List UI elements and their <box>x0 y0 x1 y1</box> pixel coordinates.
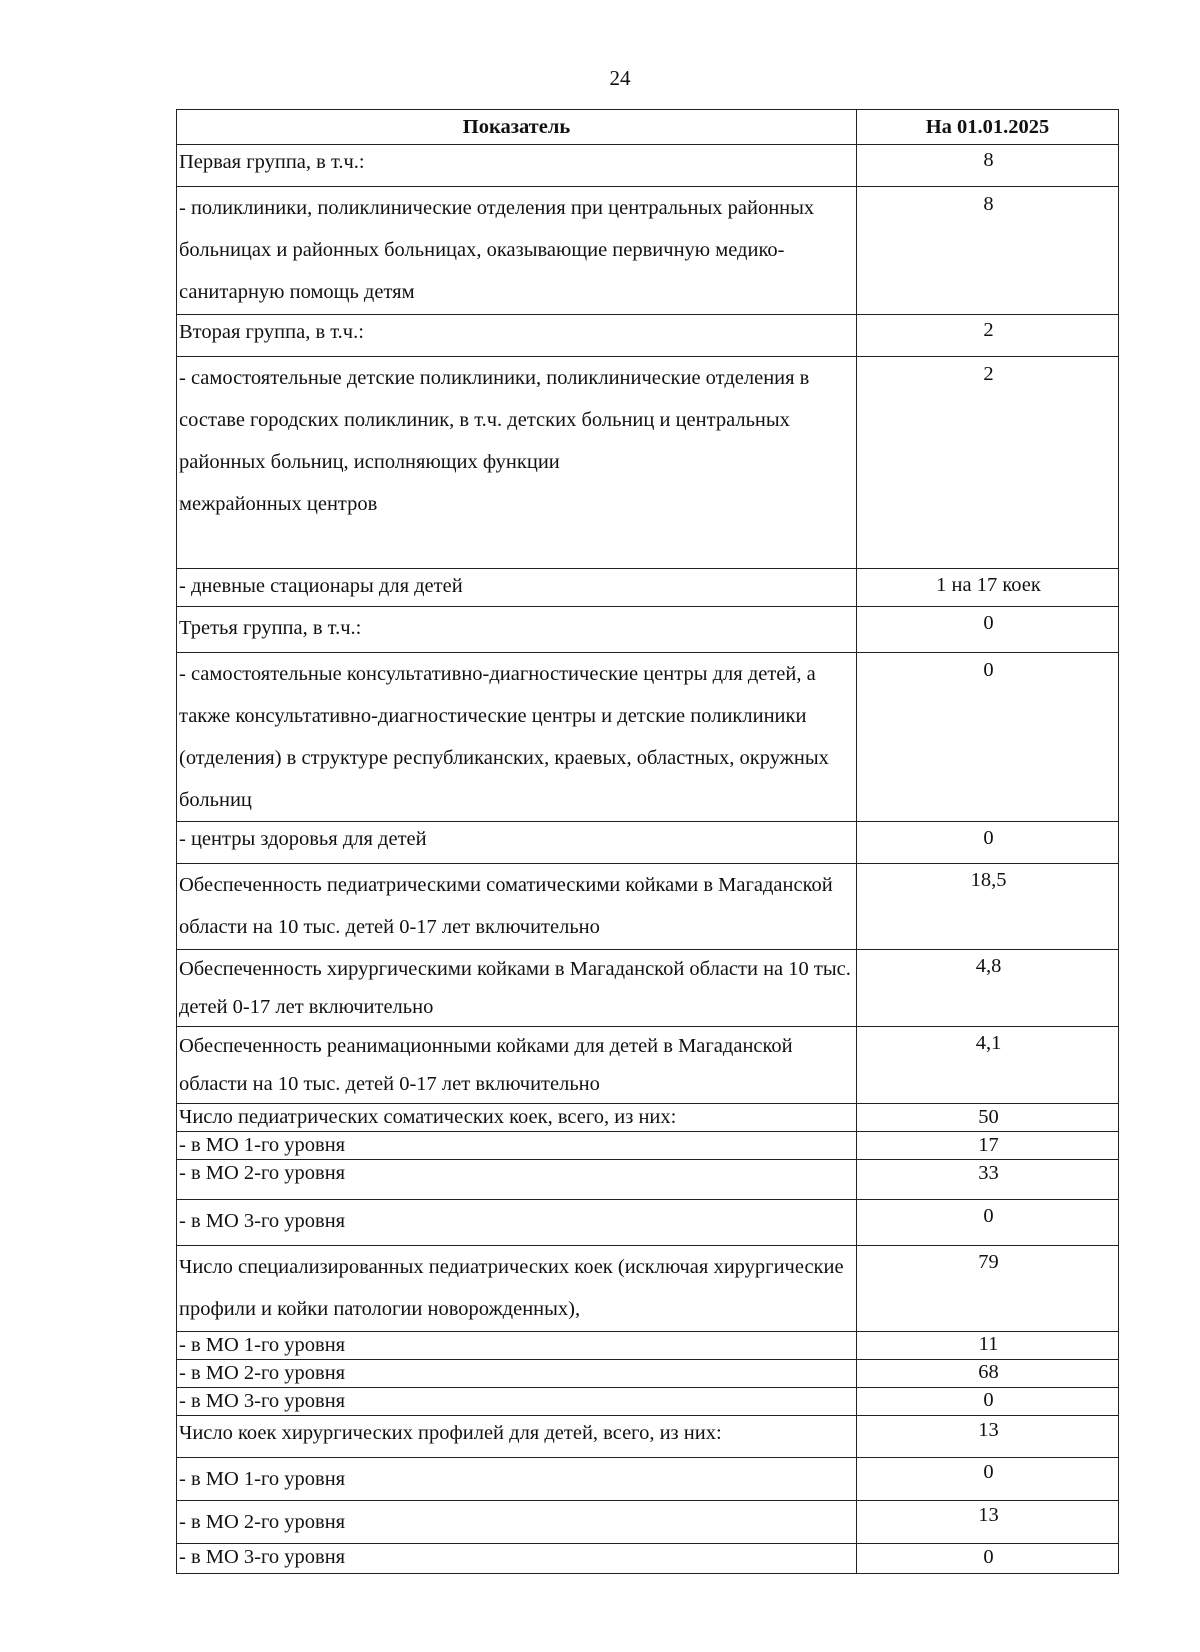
value-text: 0 <box>983 1461 994 1483</box>
value-text: 4,1 <box>975 1032 1002 1054</box>
value-text: 79 <box>978 1251 999 1273</box>
table-row <box>177 1501 1119 1544</box>
row-label: Обеспеченность педиатрическими соматическими койками в Магаданской области на 10 тыс. детей 0-17 лет включительно <box>177 864 857 950</box>
table-row <box>177 1416 1119 1458</box>
value-text: 0 <box>983 612 994 634</box>
row-label: - в МО 3-го уровня <box>177 1200 857 1246</box>
row-value <box>857 1544 1119 1574</box>
row-value <box>857 569 1119 607</box>
row-value <box>857 1200 1119 1246</box>
row-label: - в МО 1-го уровня <box>177 1458 857 1501</box>
header-date: На 01.01.2025 <box>857 110 1119 145</box>
row-label: Обеспеченность реанимационными койками для детей в Магаданской области на 10 тыс. детей 0-17 лет включительно <box>177 1027 857 1104</box>
value-text: 8 <box>983 193 994 215</box>
value-text: 18,5 <box>970 869 1007 891</box>
row-value <box>857 1160 1119 1200</box>
row-label: - самостоятельные детские поликлиники, поликлинические отделения в составе городских поликлиник, в т.ч. детских больниц и центральных районных больниц, исполняющих функции межрайонных центров <box>177 357 857 569</box>
row-value <box>857 653 1119 822</box>
row-value <box>857 1501 1119 1544</box>
value-text: 4,8 <box>975 955 1002 977</box>
table-row <box>177 1544 1119 1574</box>
row-value <box>857 950 1119 1027</box>
row-label: - в МО 2-го уровня <box>177 1160 857 1200</box>
row-label: - поликлиники, поликлинические отделения при центральных районных больницах и районных больницах, оказывающие первичную медико-санитарную помощь детям <box>177 187 857 315</box>
row-value <box>857 187 1119 315</box>
value-text: 2 <box>983 363 994 385</box>
row-label: Первая группа, в т.ч.: <box>177 145 857 187</box>
row-label: Число коек хирургических профилей для детей, всего, из них: <box>177 1416 857 1458</box>
table-row <box>177 1132 1119 1160</box>
table-row <box>177 1360 1119 1388</box>
value-text: 0 <box>983 1546 994 1568</box>
table-header-row <box>177 110 1119 145</box>
value-text: 50 <box>978 1106 999 1128</box>
value-text: 13 <box>978 1419 999 1441</box>
value-text: 2 <box>983 319 994 341</box>
table-row <box>177 607 1119 653</box>
row-value <box>857 1360 1119 1388</box>
value-text: 68 <box>978 1361 999 1383</box>
value-text: 0 <box>983 827 994 849</box>
row-label: Третья группа, в т.ч.: <box>177 607 857 653</box>
row-label: Обеспеченность хирургическими койками в Магаданской области на 10 тыс. детей 0-17 лет включительно <box>177 950 857 1027</box>
table-row <box>177 145 1119 187</box>
row-label: - в МО 3-го уровня <box>177 1388 857 1416</box>
value-text: 33 <box>978 1162 999 1184</box>
row-label: Число педиатрических соматических коек, всего, из них: <box>177 1104 857 1132</box>
row-label: - в МО 2-го уровня <box>177 1501 857 1544</box>
row-value <box>857 1027 1119 1104</box>
row-value <box>857 315 1119 357</box>
row-value <box>857 1388 1119 1416</box>
table-row <box>177 1160 1119 1200</box>
row-label: - самостоятельные консультативно-диагностические центры для детей, а также консультативно-диагностические центры и детские поликлиники (отделения) в структуре республиканских, краевых, областных, окружных больниц <box>177 653 857 822</box>
value-text: 0 <box>983 1389 994 1411</box>
value-text: 0 <box>983 659 994 681</box>
row-value <box>857 145 1119 187</box>
row-value <box>857 357 1119 569</box>
table-row <box>177 1027 1119 1104</box>
table-row <box>177 822 1119 864</box>
row-label: - центры здоровья для детей <box>177 822 857 864</box>
value-text: 13 <box>978 1504 999 1526</box>
table-row <box>177 1332 1119 1360</box>
value-text: 17 <box>978 1134 999 1156</box>
row-value <box>857 1458 1119 1501</box>
value-text: 11 <box>978 1333 999 1355</box>
row-label: - в МО 1-го уровня <box>177 1332 857 1360</box>
row-label: - в МО 2-го уровня <box>177 1360 857 1388</box>
row-value <box>857 1416 1119 1458</box>
value-text: 1 на 17 коек <box>936 574 1041 596</box>
table-row <box>177 653 1119 822</box>
table-row <box>177 569 1119 607</box>
table-row <box>177 864 1119 950</box>
row-value <box>857 864 1119 950</box>
value-text: 8 <box>983 149 994 171</box>
row-label: Число специализированных педиатрических коек (исключая хирургические профили и койки патологии новорожденных), <box>177 1246 857 1332</box>
row-value <box>857 822 1119 864</box>
row-label: - дневные стационары для детей <box>177 569 857 607</box>
row-label: - в МО 1-го уровня <box>177 1132 857 1160</box>
table-row <box>177 1104 1119 1132</box>
row-value <box>857 1104 1119 1132</box>
row-label: - в МО 3-го уровня <box>177 1544 857 1574</box>
table-row <box>177 1458 1119 1501</box>
table-row <box>177 315 1119 357</box>
header-indicator: Показатель <box>177 110 857 145</box>
row-value <box>857 607 1119 653</box>
table-row <box>177 1388 1119 1416</box>
row-value <box>857 1332 1119 1360</box>
row-value <box>857 1246 1119 1332</box>
indicators-table <box>176 109 1119 1574</box>
row-value <box>857 1132 1119 1160</box>
table-row <box>177 950 1119 1027</box>
table-row <box>177 1200 1119 1246</box>
page-number: 24 <box>609 66 631 90</box>
table-row <box>177 1246 1119 1332</box>
table-row <box>177 187 1119 315</box>
row-label: Вторая группа, в т.ч.: <box>177 315 857 357</box>
value-text: 0 <box>983 1205 994 1227</box>
table-row <box>177 357 1119 569</box>
